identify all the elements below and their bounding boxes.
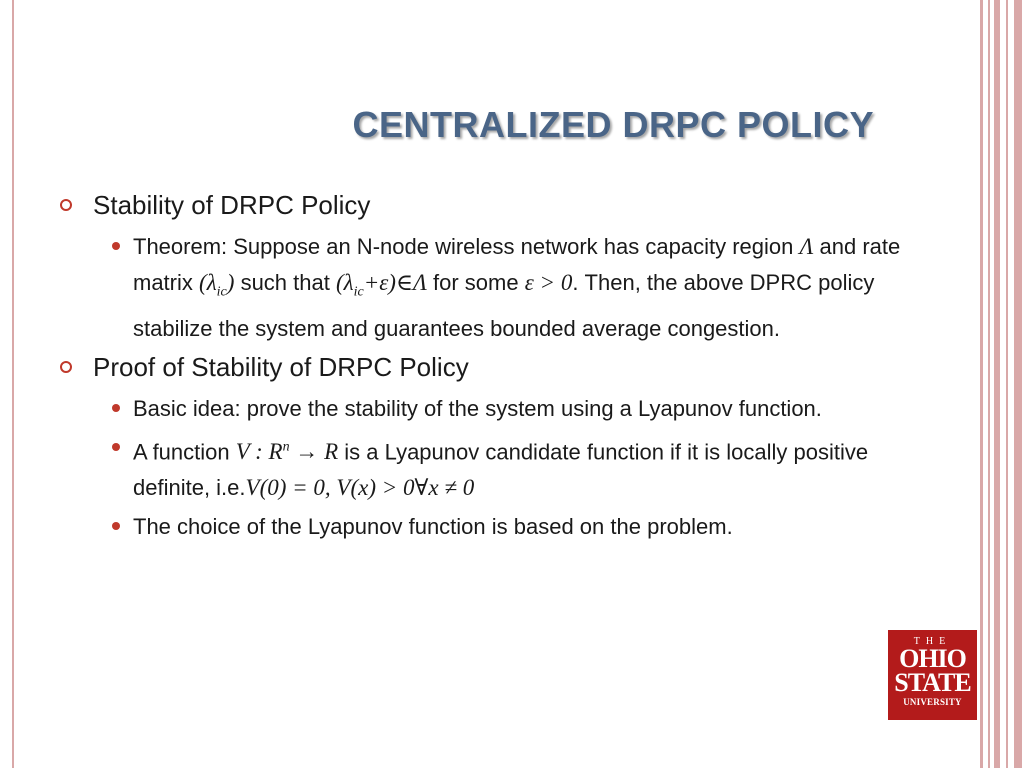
- math-eps-positive: ε > 0: [524, 270, 573, 295]
- basic-idea-text: Basic idea: prove the stability of the system using a Lyapunov function.: [133, 395, 822, 421]
- basic-idea-bullet: [60, 391, 920, 427]
- logo-state: STATE: [894, 668, 971, 697]
- dot-bullet-icon: [112, 404, 120, 412]
- math-rate-matrix: $(\lambda_{ic})$: [199, 270, 235, 300]
- ring-bullet-icon: [60, 361, 72, 373]
- dot-bullet-icon: [112, 443, 120, 451]
- lyapunov-text-1: A function: [133, 439, 230, 465]
- slide-content: [60, 188, 920, 548]
- dot-bullet-icon: [112, 522, 120, 530]
- lyapunov-def-bullet: [60, 430, 920, 507]
- ohio-state-logo: [888, 630, 977, 720]
- math-capacity: Λ: [799, 234, 814, 259]
- slide-title: CENTRALIZED DRPC POLICY: [352, 104, 874, 145]
- theorem-text-4: for some: [433, 270, 519, 295]
- section-heading-text: Proof of Stability of DRPC Policy: [93, 351, 469, 382]
- section-heading-proof: [60, 350, 920, 384]
- dot-bullet-icon: [112, 242, 120, 250]
- theorem-text-2: and rate matrix: [133, 234, 901, 295]
- ring-bullet-icon: [60, 199, 72, 211]
- math-rate-condition: $(\lambda_{ic}+\varepsilon)\in\Lambda$: [335, 270, 427, 300]
- logo-ohio: OHIO: [899, 644, 966, 673]
- choice-bullet: [60, 509, 920, 545]
- frame-left-line: [12, 0, 14, 768]
- theorem-text-3: such that: [240, 270, 330, 295]
- theorem-text-1: Theorem: Suppose an N-node wireless network has capacity region: [133, 234, 794, 259]
- theorem-bullet: [60, 229, 920, 347]
- section-heading-stability: [60, 188, 920, 222]
- lyapunov-text-2: is a Lyapunov candidate function if it is locally positive definite, i.e.: [133, 439, 869, 501]
- math-v-function: V : $R^n \to R$: [235, 439, 339, 465]
- logo-the: THE: [913, 636, 952, 647]
- math-positive-definite: V(0) = 0, V(x) > 0∀x ≠ 0: [245, 475, 475, 501]
- logo-university: UNIVERSITY: [903, 697, 962, 707]
- frame-right-lines: [978, 0, 1024, 768]
- choice-text: The choice of the Lyapunov function is based on the problem.: [133, 514, 733, 540]
- section-heading-text: Stability of DRPC Policy: [93, 190, 371, 220]
- theorem-text-5: . Then, the above DPRC policy stabilize the system and guarantees bounded average congestion.: [133, 270, 875, 341]
